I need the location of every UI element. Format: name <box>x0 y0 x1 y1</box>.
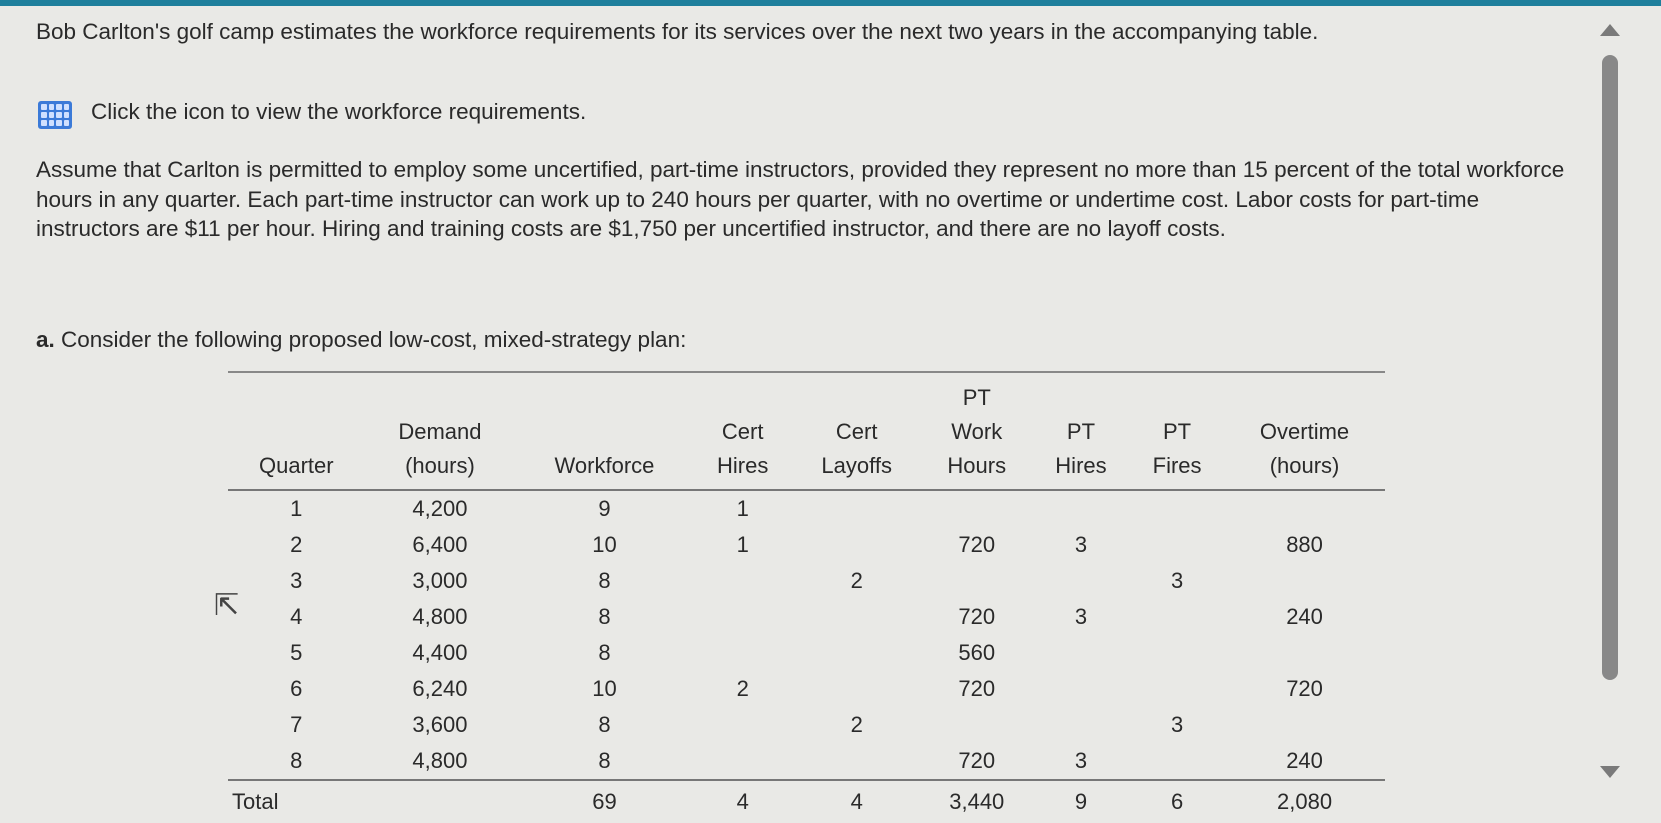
table-cell <box>1032 490 1130 527</box>
table-cell: 8 <box>598 640 611 665</box>
part-a-label: a. <box>36 327 55 352</box>
column-header: PT Fires <box>1130 372 1224 490</box>
table-cell: 6 <box>1130 780 1224 823</box>
icon-link-text: Click the icon to view the workforce requirements. <box>91 99 587 124</box>
table-cell <box>1032 563 1130 599</box>
table-cell: 4,800 <box>412 748 468 773</box>
table-cell: 6,240 <box>412 676 468 701</box>
table-cell: 3 <box>1074 748 1088 773</box>
scroll-down-icon[interactable] <box>1600 766 1620 778</box>
table-cell <box>694 563 792 599</box>
table-cell: 3 <box>290 568 303 593</box>
table-cell <box>1130 743 1224 780</box>
table-cell: 3,000 <box>412 568 468 593</box>
table-cell: 3 <box>1074 532 1088 557</box>
table-row <box>228 527 1385 563</box>
table-header-row <box>228 372 1385 490</box>
table-cell: 240 <box>1286 604 1323 629</box>
table-row <box>228 490 1385 527</box>
table-cell: 69 <box>515 780 693 823</box>
column-header: Demand (hours) <box>365 372 516 490</box>
table-cell <box>1032 707 1130 743</box>
table-cell <box>1130 671 1224 707</box>
table-cell: 7 <box>290 712 303 737</box>
table-cell: 2 <box>290 532 303 557</box>
table-cell <box>1032 635 1130 671</box>
table-cell <box>1224 563 1385 599</box>
table-cell <box>365 780 516 823</box>
table-cell <box>792 490 922 527</box>
column-header: Overtime (hours) <box>1224 372 1385 490</box>
table-cell: 2 <box>736 676 749 701</box>
table-cell <box>922 707 1032 743</box>
table-cell: 6 <box>290 676 303 701</box>
top-bar <box>0 0 1661 6</box>
table-row <box>228 563 1385 599</box>
table-cell <box>1130 490 1224 527</box>
table-cell: 720 <box>958 604 996 629</box>
table-cell: 720 <box>958 676 996 701</box>
table-cell: 4 <box>792 780 922 823</box>
table-cell <box>694 743 792 780</box>
table-cell <box>922 490 1032 527</box>
table-cell <box>922 563 1032 599</box>
table-cell <box>792 527 922 563</box>
table-row <box>228 599 1385 635</box>
table-cell <box>694 599 792 635</box>
table-cell: 1 <box>736 532 749 557</box>
column-header: Cert Layoffs <box>792 372 922 490</box>
table-cell: 2 <box>850 712 863 737</box>
table-cell: 240 <box>1286 748 1323 773</box>
table-row <box>228 635 1385 671</box>
column-header: Quarter <box>228 372 365 490</box>
column-header: PT Work Hours <box>922 372 1032 490</box>
table-cell <box>1130 599 1224 635</box>
column-header: Workforce <box>515 372 693 490</box>
total-row <box>228 780 1385 823</box>
table-cell: 2,080 <box>1224 780 1385 823</box>
table-cell <box>792 635 922 671</box>
table-cell <box>792 599 922 635</box>
table-cell: 5 <box>290 640 303 665</box>
table-cell: 3,440 <box>922 780 1032 823</box>
table-cell <box>694 707 792 743</box>
column-header: Cert Hires <box>694 372 792 490</box>
assumption-text: Assume that Carlton is permitted to employ some uncertified, part-time instructors, provided they represent no more than 15 percent of the total workforce hours in any quarter. Each part-time instructor can work up to 240 hours per quarter, with no overtime or undertime cost. Labor costs for part-time instructors are $11 per hour. Hiring and training costs are $1,750 per uncertified instructor, and there are no layoff costs. <box>36 157 1565 242</box>
table-cell: 1 <box>290 496 303 521</box>
table-cell <box>1224 635 1385 671</box>
table-cell: 4,400 <box>412 640 468 665</box>
table-cell: 8 <box>290 748 303 773</box>
table-cell: 4,200 <box>412 496 468 521</box>
table-cell: 720 <box>1286 676 1323 701</box>
table-row <box>228 671 1385 707</box>
table-cell: 4 <box>290 604 303 629</box>
table-cell <box>1032 671 1130 707</box>
scrollbar-thumb[interactable] <box>1602 55 1618 680</box>
table-cell: 1 <box>736 496 749 521</box>
table-cell <box>1224 707 1385 743</box>
table-cell <box>1224 490 1385 527</box>
table-grid-icon[interactable] <box>38 101 72 129</box>
table-cell: 9 <box>598 496 611 521</box>
scroll-up-icon[interactable] <box>1600 24 1620 36</box>
table-cell: 4 <box>694 780 792 823</box>
table-cell: 3,600 <box>412 712 468 737</box>
table-cell: 8 <box>598 748 611 773</box>
column-header: PT Hires <box>1032 372 1130 490</box>
part-a-prompt <box>36 325 686 355</box>
table-cell: 3 <box>1170 712 1184 737</box>
table-cell: 2 <box>850 568 863 593</box>
table-cell: 3 <box>1074 604 1088 629</box>
table-cell: 6,400 <box>412 532 468 557</box>
table-cell: 10 <box>592 532 617 557</box>
plan-table <box>228 371 1385 823</box>
table-cell <box>694 635 792 671</box>
table-cell: 720 <box>958 532 996 557</box>
table-row <box>228 743 1385 780</box>
table-cell: 560 <box>958 640 996 665</box>
table-row <box>228 707 1385 743</box>
table-cell: 10 <box>592 676 617 701</box>
table-cell: 8 <box>598 604 611 629</box>
table-cell: 8 <box>598 568 611 593</box>
table-cell <box>1130 635 1224 671</box>
table-cell: 8 <box>598 712 611 737</box>
table-cell: 4,800 <box>412 604 468 629</box>
table-cell: 3 <box>1170 568 1184 593</box>
table-cell <box>792 743 922 780</box>
table-cell: 880 <box>1286 532 1323 557</box>
mouse-cursor-icon: ⇱ <box>214 589 240 622</box>
part-a-text: Consider the following proposed low-cost, mixed-strategy plan: <box>61 327 687 352</box>
intro-text: Bob Carlton's golf camp estimates the workforce requirements for its services over the next two years in the accompanying table. <box>36 19 1319 44</box>
table-cell <box>792 671 922 707</box>
table-cell: 9 <box>1032 780 1130 823</box>
table-cell: Total <box>228 780 365 823</box>
table-cell <box>1130 527 1224 563</box>
table-cell: 720 <box>958 748 996 773</box>
